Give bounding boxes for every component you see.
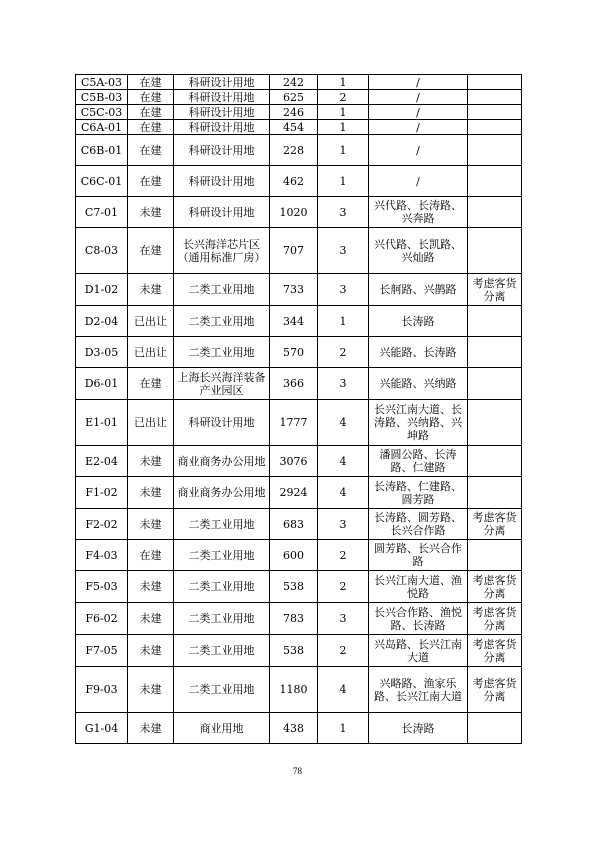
table-row [76, 713, 522, 744]
build-status-cell: 在建 [128, 540, 174, 571]
parcel-code-cell: F6-02 [76, 603, 128, 635]
land-use-cell: 二类工业用地 [174, 540, 270, 571]
count-value-cell: 4 [318, 667, 369, 713]
parcel-code-cell: C6A-01 [76, 120, 128, 135]
parcel-code-cell: C7-01 [76, 197, 128, 228]
remark-cell [468, 228, 522, 274]
area-value-cell: 366 [270, 368, 318, 400]
table-row [76, 667, 522, 713]
adjacent-roads-cell: 长舸路、兴鹊路 [369, 274, 468, 306]
parcel-code-cell: D1-02 [76, 274, 128, 306]
land-use-cell: 科研设计用地 [174, 90, 270, 105]
count-value-cell: 4 [318, 400, 369, 446]
parcel-code-cell: D3-05 [76, 337, 128, 368]
build-status-cell: 未建 [128, 197, 174, 228]
area-value-cell: 242 [270, 75, 318, 90]
count-value-cell: 2 [318, 337, 369, 368]
count-value-cell: 4 [318, 477, 369, 509]
build-status-cell: 在建 [128, 368, 174, 400]
parcel-table-body [76, 75, 522, 744]
table-row [76, 166, 522, 197]
count-value-cell: 1 [318, 105, 369, 120]
remark-cell [468, 446, 522, 477]
count-value-cell: 2 [318, 571, 369, 603]
parcel-code-cell: F9-03 [76, 667, 128, 713]
table-row [76, 509, 522, 540]
adjacent-roads-cell: 兴岛路、长兴江南大道 [369, 635, 468, 667]
adjacent-roads-cell: 兴略路、渔家乐路、长兴江南大道 [369, 667, 468, 713]
count-value-cell: 2 [318, 90, 369, 105]
adjacent-roads-cell: 兴能路、长涛路 [369, 337, 468, 368]
land-use-cell: 商业商务办公用地 [174, 477, 270, 509]
adjacent-roads-cell: 兴代路、长凯路、兴灿路 [369, 228, 468, 274]
table-row [76, 368, 522, 400]
adjacent-roads-cell: / [369, 135, 468, 166]
land-use-cell: 二类工业用地 [174, 306, 270, 337]
parcel-code-cell: C5A-03 [76, 75, 128, 90]
table-row [76, 105, 522, 120]
area-value-cell: 1777 [270, 400, 318, 446]
area-value-cell: 2924 [270, 477, 318, 509]
land-use-cell: 科研设计用地 [174, 75, 270, 90]
build-status-cell: 未建 [128, 509, 174, 540]
table-row [76, 306, 522, 337]
count-value-cell: 3 [318, 603, 369, 635]
parcel-code-cell: E1-01 [76, 400, 128, 446]
remark-cell [468, 368, 522, 400]
remark-cell [468, 105, 522, 120]
area-value-cell: 462 [270, 166, 318, 197]
adjacent-roads-cell: 长涛路、圆芳路、长兴合作路 [369, 509, 468, 540]
land-use-cell: 科研设计用地 [174, 400, 270, 446]
adjacent-roads-cell: 圆芳路、长兴合作路 [369, 540, 468, 571]
remark-cell: 考虑客货分离 [468, 571, 522, 603]
parcel-code-cell: G1-04 [76, 713, 128, 744]
table-row [76, 135, 522, 166]
count-value-cell: 1 [318, 120, 369, 135]
parcel-code-cell: E2-04 [76, 446, 128, 477]
build-status-cell: 未建 [128, 713, 174, 744]
remark-cell: 考虑客货分离 [468, 274, 522, 306]
adjacent-roads-cell: 长兴江南大道、长涛路、兴纳路、兴坤路 [369, 400, 468, 446]
count-value-cell: 1 [318, 166, 369, 197]
build-status-cell: 未建 [128, 274, 174, 306]
parcel-table [75, 74, 522, 744]
table-row [76, 337, 522, 368]
parcel-code-cell: D2-04 [76, 306, 128, 337]
land-use-cell: 二类工业用地 [174, 635, 270, 667]
table-row [76, 540, 522, 571]
land-use-cell: 二类工业用地 [174, 337, 270, 368]
adjacent-roads-cell: / [369, 166, 468, 197]
land-use-cell: 科研设计用地 [174, 166, 270, 197]
build-status-cell: 未建 [128, 635, 174, 667]
table-row [76, 446, 522, 477]
parcel-code-cell: D6-01 [76, 368, 128, 400]
parcel-code-cell: C6B-01 [76, 135, 128, 166]
adjacent-roads-cell: / [369, 120, 468, 135]
count-value-cell: 1 [318, 135, 369, 166]
parcel-code-cell: F5-03 [76, 571, 128, 603]
remark-cell: 考虑客货分离 [468, 603, 522, 635]
area-value-cell: 683 [270, 509, 318, 540]
land-use-cell: 科研设计用地 [174, 120, 270, 135]
area-value-cell: 344 [270, 306, 318, 337]
count-value-cell: 3 [318, 368, 369, 400]
count-value-cell: 1 [318, 713, 369, 744]
area-value-cell: 570 [270, 337, 318, 368]
build-status-cell: 在建 [128, 75, 174, 90]
remark-cell [468, 306, 522, 337]
build-status-cell: 未建 [128, 603, 174, 635]
area-value-cell: 538 [270, 635, 318, 667]
table-row [76, 635, 522, 667]
land-use-cell: 科研设计用地 [174, 197, 270, 228]
build-status-cell: 在建 [128, 228, 174, 274]
adjacent-roads-cell: 长涛路 [369, 306, 468, 337]
land-use-cell: 二类工业用地 [174, 667, 270, 713]
remark-cell [468, 135, 522, 166]
page-number: 78 [293, 766, 302, 776]
parcel-code-cell: C5C-03 [76, 105, 128, 120]
build-status-cell: 在建 [128, 120, 174, 135]
parcel-code-cell: F7-05 [76, 635, 128, 667]
count-value-cell: 3 [318, 228, 369, 274]
area-value-cell: 1180 [270, 667, 318, 713]
area-value-cell: 228 [270, 135, 318, 166]
table-row [76, 477, 522, 509]
land-use-cell: 商业商务办公用地 [174, 446, 270, 477]
table-row [76, 274, 522, 306]
adjacent-roads-cell: 长兴江南大道、渔悦路 [369, 571, 468, 603]
count-value-cell: 2 [318, 540, 369, 571]
area-value-cell: 1020 [270, 197, 318, 228]
count-value-cell: 2 [318, 635, 369, 667]
count-value-cell: 3 [318, 509, 369, 540]
area-value-cell: 438 [270, 713, 318, 744]
land-use-cell: 二类工业用地 [174, 603, 270, 635]
parcel-code-cell: C8-03 [76, 228, 128, 274]
table-row [76, 400, 522, 446]
adjacent-roads-cell: 潘圆公路、长涛路、仁建路 [369, 446, 468, 477]
remark-cell [468, 166, 522, 197]
build-status-cell: 已出让 [128, 306, 174, 337]
build-status-cell: 未建 [128, 667, 174, 713]
parcel-code-cell: C6C-01 [76, 166, 128, 197]
adjacent-roads-cell: 兴代路、长涛路、兴奔路 [369, 197, 468, 228]
parcel-code-cell: F1-02 [76, 477, 128, 509]
adjacent-roads-cell: / [369, 105, 468, 120]
build-status-cell: 未建 [128, 477, 174, 509]
table-row [76, 75, 522, 90]
land-use-cell: 科研设计用地 [174, 105, 270, 120]
table-row [76, 571, 522, 603]
land-use-cell: 商业用地 [174, 713, 270, 744]
adjacent-roads-cell: 长涛路 [369, 713, 468, 744]
count-value-cell: 1 [318, 75, 369, 90]
build-status-cell: 在建 [128, 166, 174, 197]
land-use-cell: 二类工业用地 [174, 571, 270, 603]
area-value-cell: 707 [270, 228, 318, 274]
count-value-cell: 3 [318, 197, 369, 228]
parcel-code-cell: C5B-03 [76, 90, 128, 105]
build-status-cell: 在建 [128, 105, 174, 120]
table-row [76, 197, 522, 228]
area-value-cell: 600 [270, 540, 318, 571]
build-status-cell: 已出让 [128, 337, 174, 368]
count-value-cell: 4 [318, 446, 369, 477]
area-value-cell: 3076 [270, 446, 318, 477]
remark-cell [468, 120, 522, 135]
area-value-cell: 733 [270, 274, 318, 306]
count-value-cell: 3 [318, 274, 369, 306]
area-value-cell: 246 [270, 105, 318, 120]
remark-cell: 考虑客货分离 [468, 635, 522, 667]
land-use-cell: 长兴海洋芯片区（通用标准厂房） [174, 228, 270, 274]
build-status-cell: 未建 [128, 571, 174, 603]
remark-cell [468, 713, 522, 744]
adjacent-roads-cell: / [369, 75, 468, 90]
build-status-cell: 在建 [128, 90, 174, 105]
adjacent-roads-cell: / [369, 90, 468, 105]
build-status-cell: 已出让 [128, 400, 174, 446]
adjacent-roads-cell: 兴能路、兴纳路 [369, 368, 468, 400]
adjacent-roads-cell: 长涛路、仁建路、圆芳路 [369, 477, 468, 509]
parcel-code-cell: F4-03 [76, 540, 128, 571]
parcel-code-cell: F2-02 [76, 509, 128, 540]
remark-cell [468, 337, 522, 368]
remark-cell [468, 540, 522, 571]
land-use-cell: 上海长兴海洋装备产业园区 [174, 368, 270, 400]
remark-cell [468, 197, 522, 228]
table-row [76, 228, 522, 274]
area-value-cell: 625 [270, 90, 318, 105]
table-row [76, 603, 522, 635]
land-use-cell: 科研设计用地 [174, 135, 270, 166]
remark-cell [468, 477, 522, 509]
build-status-cell: 在建 [128, 135, 174, 166]
remark-cell [468, 75, 522, 90]
remark-cell [468, 90, 522, 105]
area-value-cell: 783 [270, 603, 318, 635]
land-use-cell: 二类工业用地 [174, 274, 270, 306]
remark-cell: 考虑客货分离 [468, 509, 522, 540]
remark-cell [468, 400, 522, 446]
area-value-cell: 454 [270, 120, 318, 135]
land-use-cell: 二类工业用地 [174, 509, 270, 540]
adjacent-roads-cell: 长兴合作路、渔悦路、长涛路 [369, 603, 468, 635]
table-row [76, 90, 522, 105]
build-status-cell: 未建 [128, 446, 174, 477]
remark-cell: 考虑客货分离 [468, 667, 522, 713]
count-value-cell: 1 [318, 306, 369, 337]
table-row [76, 120, 522, 135]
area-value-cell: 538 [270, 571, 318, 603]
